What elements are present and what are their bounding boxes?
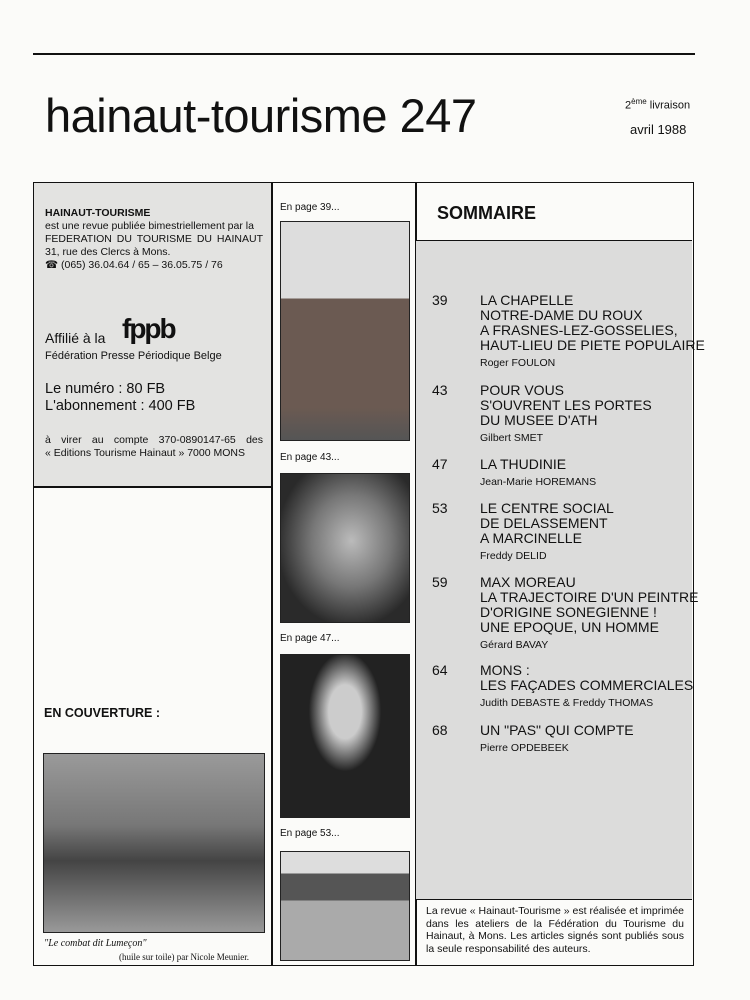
payment-line1: à virer au compte 370-0890147-65 des — [45, 434, 263, 446]
sommaire-footer: La revue « Hainaut-Tourisme » est réalisée et imprimée dans les ateliers de la Fédération du Tourisme du Hainaut, à Mons. Les articles signés sont publiés sous la seule responsabilité des auteurs. — [426, 905, 684, 955]
issue-label: livraison — [649, 99, 691, 112]
price-subscription: L'abonnement : 400 FB — [45, 398, 196, 414]
toc-title-line: MONS : — [480, 662, 530, 678]
page-label-39: En page 39... — [280, 202, 340, 213]
toc-author: Freddy DELID — [480, 550, 547, 562]
magazine-title: hainaut-tourisme 247 — [45, 89, 477, 142]
toc-title-line: A FRASNES-LEZ-GOSSELIES, — [480, 322, 678, 338]
price-issue: Le numéro : 80 FB — [45, 381, 166, 397]
toc-entry — [432, 723, 692, 803]
toc-entry — [432, 501, 692, 581]
toc-title-line: DU MUSEE D'ATH — [480, 412, 598, 428]
toc-title-line: LA THUDINIE — [480, 456, 567, 472]
toc-title-line: DE DELASSEMENT — [480, 515, 608, 531]
statue-image — [280, 473, 410, 623]
page-label-47: En page 47... — [280, 633, 340, 644]
toc-page-number: 64 — [432, 662, 448, 678]
issue-date: avril 1988 — [630, 122, 687, 137]
cover-painting-image — [43, 753, 265, 933]
toc-entry — [432, 383, 692, 463]
publisher-name: HAINAUT-TOURISME — [45, 207, 151, 219]
toc-title-line: LES FAÇADES COMMERCIALES — [480, 677, 694, 693]
toc-page-number: 39 — [432, 292, 448, 308]
cover-heading: EN COUVERTURE : — [44, 706, 160, 720]
toc-page-number: 47 — [432, 456, 448, 472]
toc-page-number: 59 — [432, 574, 448, 590]
pages-preview-column — [271, 182, 417, 966]
issue-number — [625, 97, 690, 112]
sommaire-heading: SOMMAIRE — [437, 203, 536, 223]
page-label-53: En page 53... — [280, 828, 340, 839]
federation-press: Fédération Presse Périodique Belge — [45, 350, 222, 362]
publisher-federation: FEDERATION DU TOURISME DU HAINAUT — [45, 233, 263, 245]
toc-author: Gilbert SMET — [480, 432, 544, 444]
payment-line2: « Editions Tourisme Hainaut » 7000 MONS — [45, 447, 245, 459]
toc-title-line: NOTRE-DAME DU ROUX — [480, 307, 643, 323]
issue-num: 2 — [625, 99, 632, 112]
toc-page-number: 43 — [432, 382, 448, 398]
toc-title-line: D'ORIGINE SONEGIENNE ! — [480, 604, 657, 620]
toc-author: Pierre OPDEBEEK — [480, 742, 569, 754]
publisher-desc: est une revue publiée bimestriellement par la — [45, 220, 254, 232]
page-label-43: En page 43... — [280, 452, 340, 463]
cover-box — [33, 486, 273, 966]
toc-author: Judith DEBASTE & Freddy THOMAS — [480, 697, 654, 709]
toc-author: Roger FOULON — [480, 357, 556, 369]
toc-title-line: A MARCINELLE — [480, 530, 582, 546]
toc-entry — [432, 292, 705, 373]
toc-title-line: UNE EPOQUE, UN HOMME — [480, 619, 659, 635]
cover-caption-credit: (huile sur toile) par Nicole Meunier. — [119, 952, 249, 962]
cover-caption-title: "Le combat dit Lumeçon" — [44, 938, 147, 949]
toc-title-line: LE CENTRE SOCIAL — [480, 500, 614, 516]
toc-entry — [432, 574, 699, 655]
toc-author: Jean-Marie HOREMANS — [480, 476, 597, 488]
publisher-info-box — [33, 182, 273, 488]
toc-page-number: 53 — [432, 500, 448, 516]
toc-page-number: 68 — [432, 722, 448, 738]
chapel-image — [280, 221, 410, 441]
toc-title-line: POUR VOUS — [480, 382, 565, 398]
toc-title-line: HAUT-LIEU DE PIETE POPULAIRE — [480, 337, 705, 353]
toc-title-line: LA TRAJECTOIRE D'UN PEINTRE — [480, 589, 699, 605]
issue-sup: ème — [631, 97, 647, 106]
toc-author: Gérard BAVAY — [480, 639, 549, 651]
publisher-phone: ☎ (065) 36.04.64 / 65 – 36.05.75 / 76 — [45, 259, 223, 271]
fppb-logo: fppb — [122, 313, 175, 344]
toc-title-line: S'OUVRENT LES PORTES — [480, 397, 652, 413]
toc-title-line: UN "PAS" QUI COMPTE — [480, 722, 634, 738]
top-rule — [33, 53, 695, 55]
affiliated-label: Affilié à la — [45, 330, 106, 346]
toc-title-line: MAX MOREAU — [480, 574, 576, 590]
abbey-ruins-image — [280, 654, 410, 818]
toc-title-line: LA CHAPELLE — [480, 292, 574, 308]
publisher-address: 31, rue des Clercs à Mons. — [45, 246, 171, 258]
pool-image — [280, 851, 410, 961]
